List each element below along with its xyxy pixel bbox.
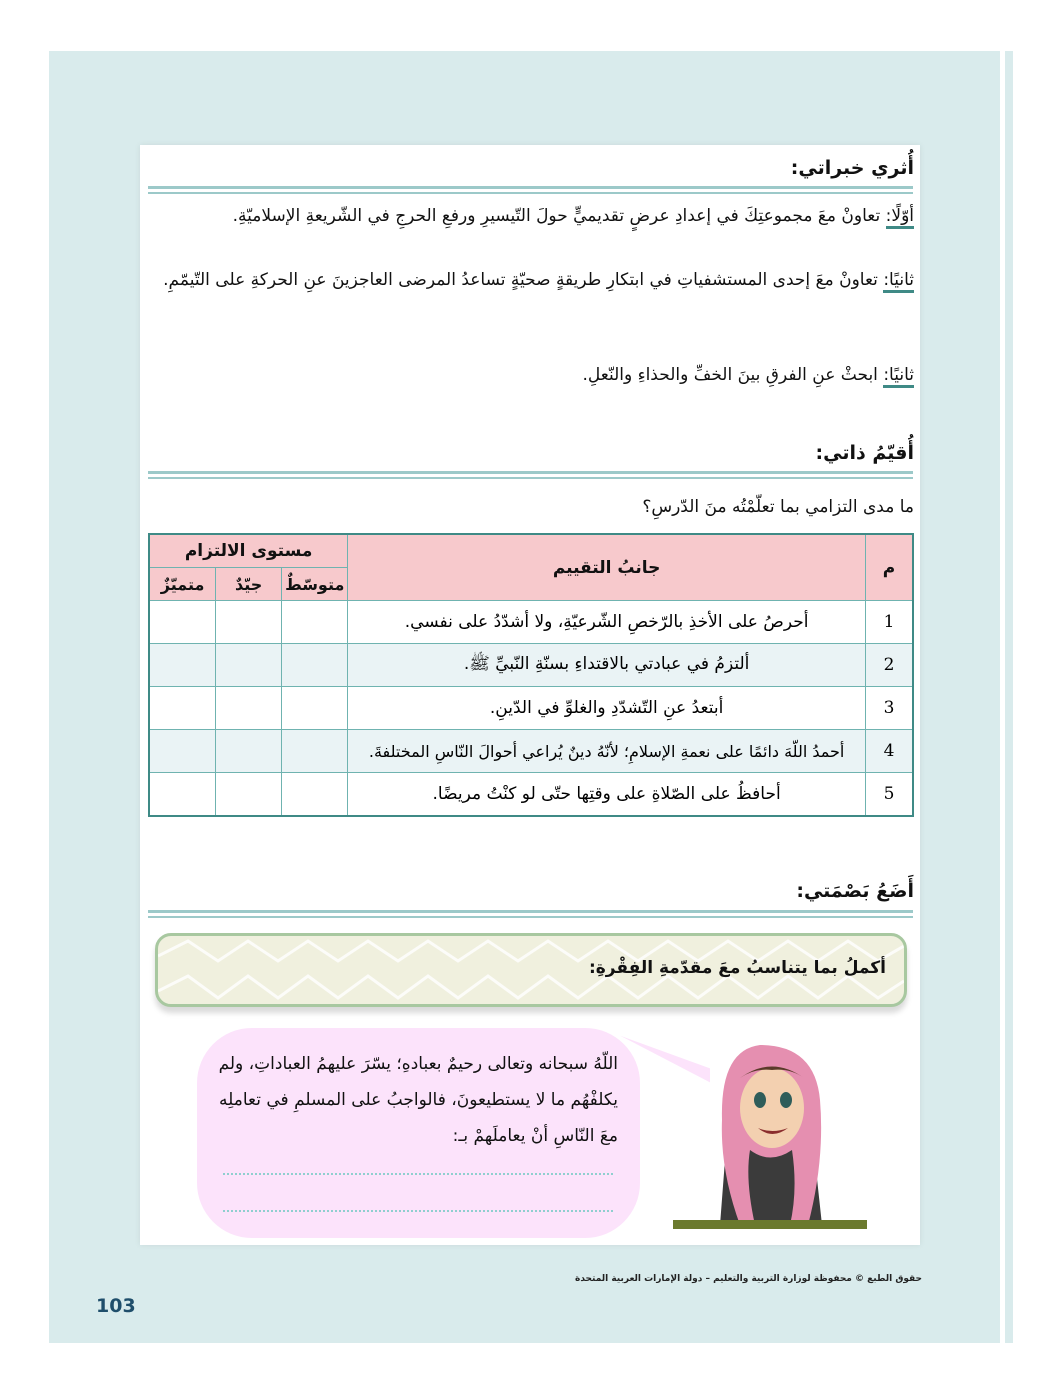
col-header-level: مستوى الالتزام <box>149 534 348 568</box>
item-label: ثانيًا: <box>883 270 914 293</box>
rating-cell[interactable] <box>149 687 216 730</box>
answer-line-1[interactable] <box>223 1173 613 1175</box>
section-heading-enrich: أُثري خبراتي: <box>790 157 914 179</box>
heading-divider <box>148 186 913 196</box>
rating-cell[interactable] <box>282 644 348 687</box>
row-number: 1 <box>865 601 913 644</box>
col-header-number: م <box>865 534 913 601</box>
row-aspect: أحمدُ اللّهَ دائمًا على نعمةِ الإسلامِ؛ لأنّهُ دينٌ يُراعي أحوالَ النّاسِ المختلفةَ. <box>348 730 866 773</box>
table-row <box>149 730 913 773</box>
table-row <box>149 644 913 687</box>
row-number: 4 <box>865 730 913 773</box>
copyright-notice: حقوق الطبع © محفوظة لوزارة التربية والتعليم – دولة الإمارات العربية المتحدة <box>575 1274 922 1284</box>
item-text: تعاونْ معَ إحدى المستشفياتِ في ابتكارِ طريقةٍ صحيّةٍ تساعدُ المرضى العاجزينَ عنِ الحركةِ على التّيمّمِ. <box>163 270 884 290</box>
table-row <box>149 601 913 644</box>
rating-cell[interactable] <box>149 730 216 773</box>
rating-cell[interactable] <box>216 773 282 817</box>
section-heading-self-assess: أُقيّمُ ذاتي: <box>815 442 914 464</box>
illustration-ground-bar <box>673 1220 867 1229</box>
banner-instruction: أكملُ بما يتناسبُ معَ مقدّمةِ الفِقْرةِ: <box>588 958 886 978</box>
row-number: 3 <box>865 687 913 730</box>
bubble-text: اللّهُ سبحانه وتعالى رحيمٌ بعبادهِ؛ يسّرَ عليهمُ العباداتِ، ولم يكلفْهُم ما لا يستطيعونَ، فالواجبُ على المسلمِ في تعاملِه معَ النّاسِ أنْ يعاملَهمْ بـ: <box>218 1054 618 1146</box>
heading-divider <box>148 471 913 481</box>
col-header-aspect: جانبُ التقييم <box>348 534 866 601</box>
rating-cell[interactable] <box>149 773 216 817</box>
item-text: تعاونْ معَ مجموعتِكَ في إعدادِ عرضٍ تقديميٍّ حولَ التّيسيرِ ورفعِ الحرجِ في الشّريعةِ الإسلاميّةِ. <box>232 206 886 226</box>
rating-cell[interactable] <box>149 644 216 687</box>
page-number: 103 <box>96 1295 136 1317</box>
row-aspect: ألتزمُ في عبادتي بالاقتداءِ بسنّةِ النّبيِّ ﷺ. <box>348 644 866 687</box>
assessment-question: ما مدى التزامي بما تعلّمْتُه منَ الدّرسِ؟ <box>642 497 914 517</box>
rating-cell[interactable] <box>149 601 216 644</box>
rating-cell[interactable] <box>282 773 348 817</box>
rating-cell[interactable] <box>216 601 282 644</box>
girl-character-illustration <box>700 1040 840 1225</box>
level-average: متوسّطٌ <box>282 568 348 601</box>
item-label: أوّلًا: <box>886 206 914 229</box>
section-heading-my-mark: أَضَعُ بَصْمَتي: <box>796 880 914 902</box>
activity-item-1 <box>149 200 914 232</box>
instruction-banner <box>155 933 907 1007</box>
level-good: جيّدٌ <box>216 568 282 601</box>
answer-line-2[interactable] <box>223 1210 613 1212</box>
page-edge-strip <box>1005 51 1013 1343</box>
rating-cell[interactable] <box>216 687 282 730</box>
item-label: ثانيًا: <box>883 365 914 388</box>
row-aspect: أحرصُ على الأخذِ بالرّخصِ الشّرعيّةِ، ولا أشدّدُ على نفسي. <box>348 601 866 644</box>
activity-item-2 <box>149 264 914 296</box>
row-number: 2 <box>865 644 913 687</box>
table-row <box>149 687 913 730</box>
rating-cell[interactable] <box>282 601 348 644</box>
rating-cell[interactable] <box>282 687 348 730</box>
table-row <box>149 773 913 817</box>
rating-cell[interactable] <box>216 730 282 773</box>
level-excellent: متميّزٌ <box>149 568 216 601</box>
activity-item-3 <box>149 359 914 391</box>
item-text: ابحثْ عنِ الفرقِ بينَ الخفِّ والحذاءِ والنّعلِ. <box>582 365 884 385</box>
row-aspect: أبتعدُ عنِ التّشدّدِ والغلوِّ في الدّينِ. <box>348 687 866 730</box>
rating-cell[interactable] <box>282 730 348 773</box>
row-number: 5 <box>865 773 913 817</box>
heading-divider <box>148 910 913 920</box>
speech-bubble <box>197 1028 640 1238</box>
row-aspect: أحافظُ على الصّلاةِ على وقتِها حتّى لو كنْتُ مريضًا. <box>348 773 866 817</box>
rating-cell[interactable] <box>216 644 282 687</box>
self-assessment-table <box>148 533 914 817</box>
